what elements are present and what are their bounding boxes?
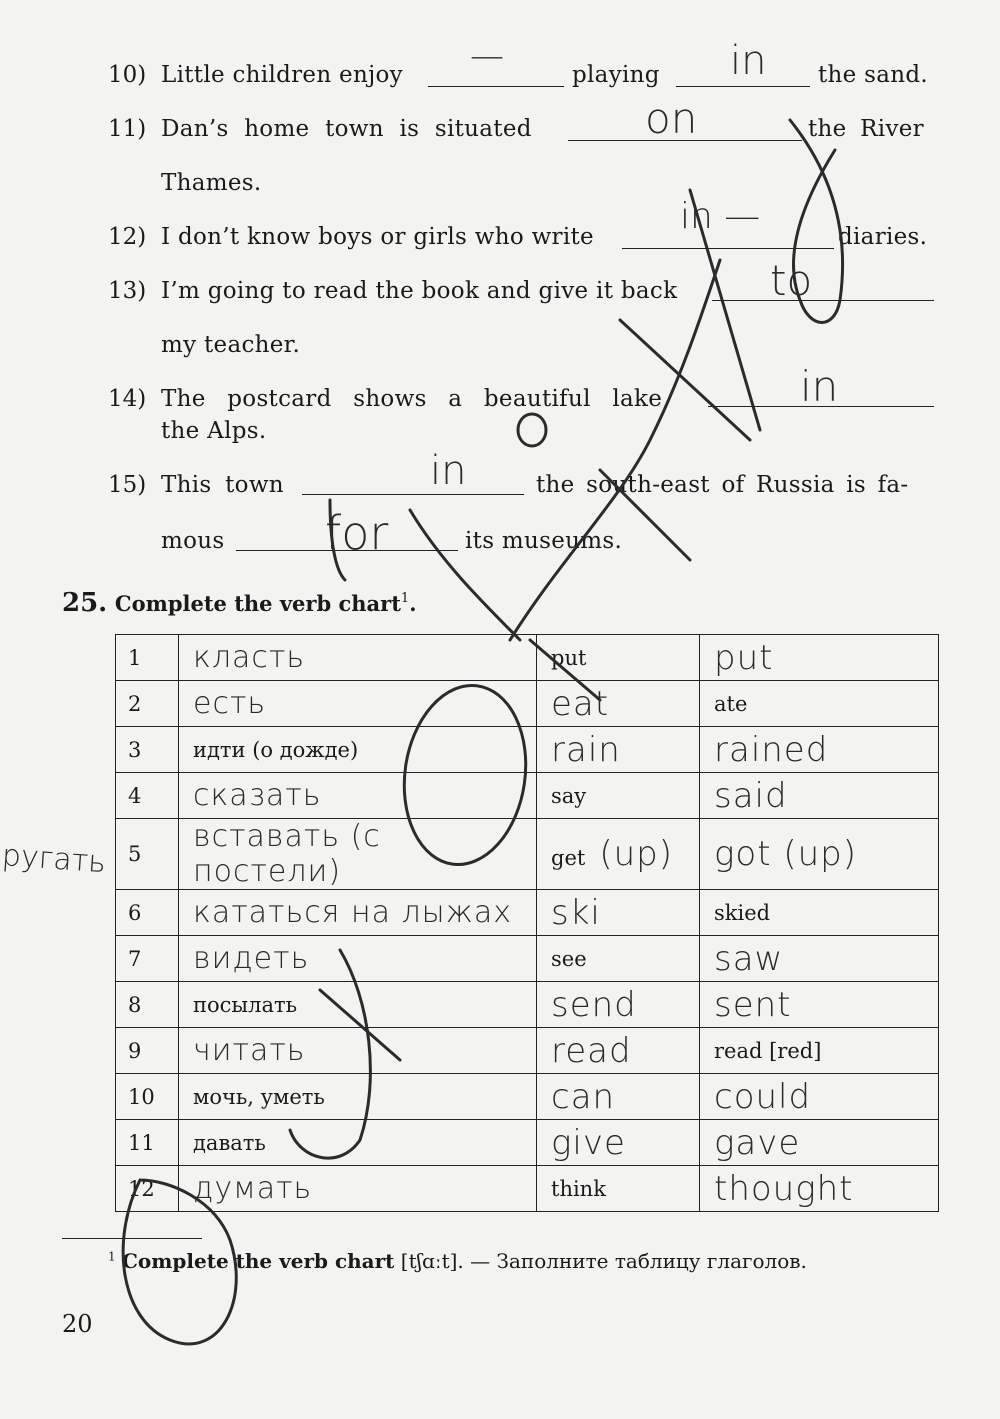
- scribble-o: [518, 414, 546, 446]
- russian-cell[interactable]: [179, 727, 537, 773]
- sentence-continuation: the Alps.: [161, 418, 267, 444]
- row-number-cell: [116, 890, 179, 936]
- row-number: 3: [128, 737, 142, 762]
- row-number-cell: [116, 727, 179, 773]
- row-number-cell: [116, 982, 179, 1028]
- russian-cell[interactable]: [179, 819, 537, 890]
- past-form-cell[interactable]: [700, 727, 939, 773]
- footnote-divider: [62, 1238, 202, 1239]
- base-form-cell[interactable]: [537, 1028, 700, 1074]
- item-number: 12): [108, 224, 147, 250]
- past-form-cell-text: saw: [714, 938, 784, 979]
- row-number: 7: [128, 946, 142, 971]
- past-form-cell-text: put: [714, 637, 774, 678]
- base-form-cell[interactable]: [537, 1120, 700, 1166]
- past-form-cell[interactable]: [700, 936, 939, 982]
- footnote-mark: 1: [400, 591, 410, 606]
- past-form-cell[interactable]: [700, 1120, 939, 1166]
- row-number-cell: [116, 1120, 179, 1166]
- base-form-cell-text: can: [551, 1076, 616, 1117]
- sentence-continuation: Thames.: [161, 170, 262, 196]
- verb-row: [116, 982, 939, 1028]
- sentence-part: Little children enjoy: [161, 62, 403, 88]
- base-form-cell-text: say: [551, 783, 587, 808]
- base-form-cell[interactable]: [537, 819, 700, 890]
- past-form-cell-text: sent: [714, 984, 792, 1025]
- answer-blank[interactable]: [428, 86, 564, 87]
- russian-cell-text: сказать: [193, 778, 322, 813]
- sentence-continuation: my teacher.: [161, 332, 301, 358]
- base-form-cell-text: see: [551, 946, 587, 971]
- row-number-cell: [116, 681, 179, 727]
- row-number-cell: [116, 1074, 179, 1120]
- handwritten-answer: in: [800, 362, 839, 411]
- russian-cell[interactable]: [179, 936, 537, 982]
- verb-row: [116, 1028, 939, 1074]
- row-number: 5: [128, 842, 142, 866]
- handwritten-answer: —: [470, 36, 504, 76]
- past-form-cell[interactable]: [700, 1166, 939, 1212]
- scribble-stroke: [620, 320, 750, 440]
- handwritten-answer: in —: [680, 196, 761, 237]
- base-form-cell[interactable]: [537, 681, 700, 727]
- base-form-cell-text: ski: [551, 892, 601, 933]
- russian-cell-text: давать: [193, 1130, 266, 1155]
- base-form-cell[interactable]: [537, 635, 700, 681]
- row-number: 4: [128, 783, 142, 808]
- row-number: 9: [128, 1038, 142, 1063]
- sentence-part: playing: [572, 62, 660, 88]
- row-number: 6: [128, 900, 142, 925]
- verb-row: [116, 635, 939, 681]
- base-form-cell[interactable]: [537, 1166, 700, 1212]
- sentence-part: the River: [808, 116, 924, 142]
- past-form-cell-text: skied: [714, 900, 771, 925]
- past-form-cell[interactable]: [700, 635, 939, 681]
- russian-cell[interactable]: [179, 1166, 537, 1212]
- russian-cell-text: думать: [193, 1171, 313, 1206]
- base-form-cell-text: eat: [551, 683, 610, 724]
- verb-row: [116, 1166, 939, 1212]
- verb-chart: [115, 634, 939, 1212]
- verb-row: [116, 727, 939, 773]
- base-form-cell-text: think: [551, 1176, 606, 1201]
- row-number-cell: [116, 773, 179, 819]
- verb-row: [116, 936, 939, 982]
- past-form-cell-text: read [red]: [714, 1038, 822, 1063]
- russian-cell-text: мочь, уметь: [193, 1084, 325, 1109]
- handwritten-answer: in: [730, 38, 767, 84]
- verb-row: [116, 773, 939, 819]
- answer-blank[interactable]: [302, 494, 524, 495]
- past-form-cell-text: could: [714, 1076, 812, 1117]
- sentence-part: the south-east of Russia is fa-: [536, 472, 909, 498]
- past-form-cell[interactable]: [700, 681, 939, 727]
- item-number: 13): [108, 278, 147, 304]
- scribble-stroke: [510, 260, 720, 640]
- item-number: 10): [108, 62, 147, 88]
- base-form-cell-text: give: [551, 1122, 626, 1163]
- item-number: 15): [108, 472, 147, 498]
- exercise-instruction: Complete the verb chart: [114, 591, 401, 616]
- handwritten-answer: in: [430, 448, 467, 494]
- base-form-cell[interactable]: [537, 727, 700, 773]
- sentence-part: The postcard shows a beautiful lake: [161, 386, 663, 412]
- base-form-cell-text: send: [551, 984, 637, 1025]
- russian-cell[interactable]: [179, 890, 537, 936]
- verb-row: [116, 1074, 939, 1120]
- item-number: 14): [108, 386, 147, 412]
- past-form-cell[interactable]: [700, 982, 939, 1028]
- sentence-continuation: its museums.: [465, 528, 623, 554]
- past-form-cell[interactable]: [700, 773, 939, 819]
- russian-cell-text: есть: [193, 686, 267, 721]
- russian-cell-text: вставать (с постели): [193, 819, 381, 889]
- past-form-cell[interactable]: [700, 890, 939, 936]
- answer-blank[interactable]: [712, 300, 934, 301]
- footnote-number: 1: [108, 1249, 116, 1264]
- past-form-cell-text: rained: [714, 729, 829, 770]
- russian-cell[interactable]: [179, 1028, 537, 1074]
- sentence-part: I’m going to read the book and give it back: [161, 278, 678, 304]
- sentence-part: the sand.: [818, 62, 929, 88]
- sentence-continuation: mous: [161, 528, 225, 554]
- row-number-cell: [116, 635, 179, 681]
- sentence-part: This town: [161, 472, 284, 498]
- verb-row: [116, 819, 939, 890]
- row-number-cell: [116, 1028, 179, 1074]
- item-number: 11): [108, 116, 147, 142]
- base-form-cell[interactable]: [537, 1074, 700, 1120]
- answer-blank[interactable]: [622, 248, 834, 249]
- sentence-part: diaries.: [838, 224, 928, 250]
- exercise-25-title: 25. Complete the verb chart$^1$.: [62, 588, 417, 618]
- past-form-cell-text: got (up): [714, 834, 858, 874]
- base-form-cell-text: rain: [551, 729, 621, 770]
- verb-row: [116, 681, 939, 727]
- row-number: 1: [128, 645, 142, 670]
- row-number-cell: [116, 1166, 179, 1212]
- russian-cell-text: идти (о дожде): [193, 737, 359, 762]
- russian-cell[interactable]: [179, 1120, 537, 1166]
- past-form-cell-text: ate: [714, 691, 748, 716]
- row-number-cell: [116, 936, 179, 982]
- row-number: 2: [128, 691, 142, 716]
- base-form-cell[interactable]: [537, 890, 700, 936]
- base-form-extra: (up): [599, 834, 673, 874]
- footnote-text: [tʃɑːt]. — Заполните таблицу глаголов.: [400, 1249, 807, 1273]
- russian-cell-text: посылать: [193, 992, 298, 1017]
- row-number: 11: [128, 1130, 155, 1155]
- row-number: 10: [128, 1084, 155, 1109]
- row-number: 12: [128, 1176, 155, 1201]
- handwritten-answer: on: [645, 94, 698, 143]
- base-form-cell[interactable]: [537, 936, 700, 982]
- page-number: 20: [62, 1310, 93, 1338]
- base-form-cell-text: get: [551, 846, 586, 870]
- russian-cell-text: видеть: [193, 941, 310, 976]
- past-form-cell-text: said: [714, 775, 788, 816]
- base-form-cell[interactable]: [537, 982, 700, 1028]
- footnote-bold: Complete the verb chart: [122, 1249, 395, 1273]
- past-form-cell[interactable]: [700, 1074, 939, 1120]
- russian-cell[interactable]: [179, 635, 537, 681]
- handwritten-answer: to: [770, 256, 813, 305]
- past-form-cell-text: thought: [714, 1168, 854, 1209]
- past-form-cell[interactable]: [700, 1028, 939, 1074]
- verb-row: [116, 890, 939, 936]
- past-form-cell-text: gave: [714, 1122, 801, 1163]
- russian-cell[interactable]: [179, 1074, 537, 1120]
- row-number-cell: [116, 819, 179, 890]
- row-number: 8: [128, 992, 142, 1017]
- russian-cell-text: читать: [193, 1033, 306, 1068]
- russian-cell-text: кататься на лыжах: [193, 895, 513, 930]
- russian-cell[interactable]: [179, 982, 537, 1028]
- sentence-part: I don’t know boys or girls who write: [161, 224, 594, 250]
- sentence-part: Dan’s home town is situated: [161, 116, 532, 142]
- russian-cell[interactable]: [179, 773, 537, 819]
- russian-cell-text: класть: [193, 640, 306, 675]
- exercise-number: 25.: [62, 588, 108, 618]
- margin-note: ругать: [0, 838, 108, 881]
- base-form-cell-text: read: [551, 1030, 632, 1071]
- past-form-cell[interactable]: [700, 819, 939, 890]
- footnote: [108, 1249, 807, 1273]
- verb-row: [116, 1120, 939, 1166]
- base-form-cell-text: put: [551, 645, 587, 670]
- russian-cell[interactable]: [179, 681, 537, 727]
- handwritten-answer: for: [325, 506, 389, 560]
- answer-blank[interactable]: [676, 86, 810, 87]
- base-form-cell[interactable]: [537, 773, 700, 819]
